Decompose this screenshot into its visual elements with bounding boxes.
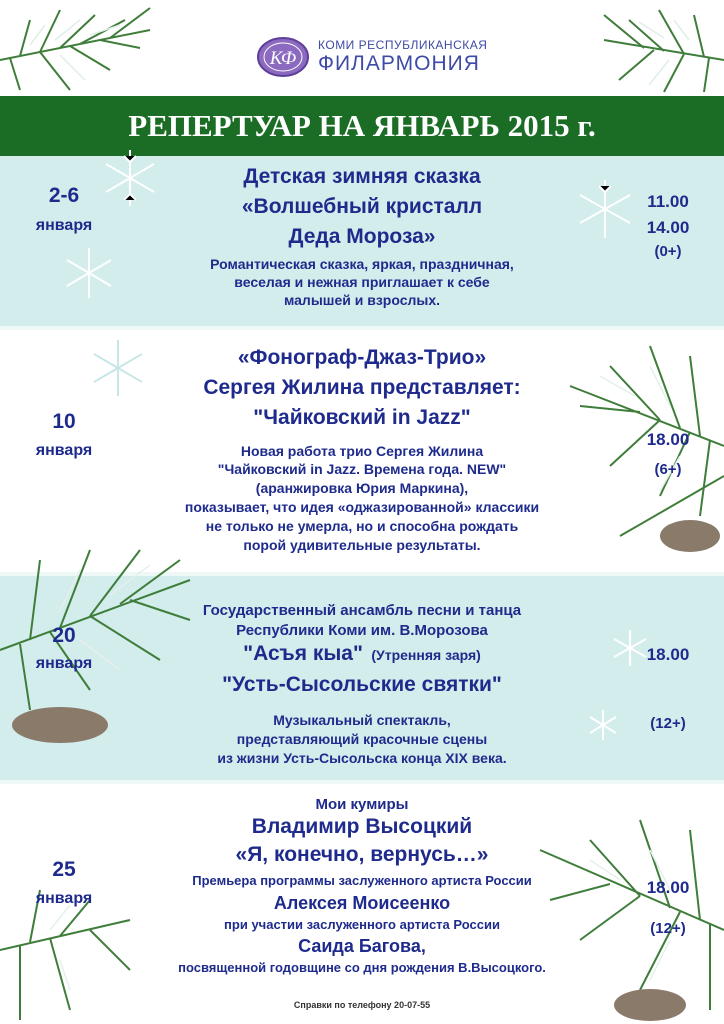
- event-name: "Асъя кыа": [243, 642, 363, 665]
- page-title: РЕПЕРТУАР НА ЯНВАРЬ 2015 г.: [128, 108, 596, 143]
- event-performer: Алексея Моисеенко: [273, 893, 451, 913]
- event-description-line: малышей и взрослых.: [283, 292, 441, 308]
- snowflake-icon: [586, 708, 620, 742]
- event-series: Мои кумиры: [315, 796, 409, 813]
- event-description-line: Новая работа трио Сергея Жилина: [240, 443, 484, 459]
- pine-branch-left: [0, 520, 200, 750]
- event-title-line: Государственный ансамбль песни и танца: [202, 602, 522, 619]
- event-time: 18.00: [646, 430, 690, 449]
- event-title-line: Деда Мороза»: [288, 225, 436, 248]
- snowflake-icon: [610, 628, 650, 668]
- event-description-line: не только не умерла, но и способна рождать: [205, 518, 519, 534]
- event-date: 25: [52, 858, 76, 881]
- header: [0, 0, 724, 96]
- event-title-line: Республики Коми им. В.Морозова: [236, 622, 488, 639]
- age-rating: (12+): [650, 715, 686, 732]
- age-rating: (0+): [654, 243, 682, 260]
- logo-letters: КФ: [269, 48, 297, 69]
- snowflake-icon: [100, 148, 160, 208]
- org-name-line2: ФИЛАРМОНИЯ: [318, 52, 480, 75]
- snowflake-icon: [574, 178, 636, 240]
- event-name-row: [243, 642, 481, 666]
- philharmonic-logo: [256, 36, 310, 78]
- pine-branch-bottom-right: [520, 790, 724, 1024]
- org-name-line1: КОМИ РЕСПУБЛИКАНСКАЯ: [318, 38, 488, 52]
- age-rating: (12+): [650, 920, 686, 937]
- snowflake-icon: [88, 338, 148, 398]
- pine-cone-icon: [12, 707, 108, 743]
- event-title-line: Детская зимняя сказка: [243, 165, 481, 188]
- event-description-line: из жизни Усть-Сысольска конца XIX века.: [217, 750, 507, 766]
- event-name-note: (Утренняя заря): [371, 647, 481, 663]
- event-time: 14.00: [646, 218, 690, 237]
- event-time: 18.00: [646, 645, 690, 664]
- event-credit-line: Премьера программы заслуженного артиста России: [192, 873, 532, 888]
- pine-branch-top-right: [594, 0, 724, 96]
- event-description-line: представляющий красочные сцены: [236, 731, 488, 747]
- event-month: января: [35, 655, 93, 672]
- event-month: января: [35, 442, 93, 459]
- event-date: 10: [52, 410, 76, 433]
- pine-branch-top-left: [0, 0, 170, 96]
- pine-branch-right-upper: [540, 326, 724, 556]
- event-credit-line: при участии заслуженного артиста России: [224, 917, 500, 932]
- title-bar: [0, 96, 724, 156]
- event-description-line: показывает, что идея «оджазированной» классики: [184, 499, 540, 515]
- event-title-line: Сергея Жилина представляет:: [203, 376, 521, 399]
- event-time: 11.00: [647, 192, 689, 211]
- event-description-line: Романтическая сказка, яркая, праздничная,: [210, 256, 514, 272]
- footer-phone: Справки по телефону 20-07-55: [293, 1000, 431, 1010]
- event-title-line: «Фонограф-Джаз-Трио»: [237, 346, 487, 369]
- event-description-line: (аранжировка Юрия Маркина),: [255, 480, 469, 496]
- event-credit-line: посвященной годовщине со дня рождения В.Высоцкого.: [178, 960, 546, 975]
- age-rating: (6+): [654, 461, 682, 478]
- pine-cone-icon: [660, 520, 720, 552]
- event-month: января: [35, 890, 93, 907]
- event-title-line: «Я, конечно, вернусь…»: [235, 843, 489, 866]
- event-title-line: Владимир Высоцкий: [251, 815, 473, 838]
- event-description-line: "Чайковский in Jazz. Времена года. NEW": [217, 461, 507, 477]
- event-month: января: [35, 217, 93, 234]
- event-date: 2-6: [48, 184, 80, 207]
- event-subtitle: "Усть-Сысольские святки": [222, 673, 502, 696]
- event-description-line: Музыкальный спектакль,: [273, 712, 451, 728]
- pine-cone-icon: [614, 989, 686, 1021]
- event-title-line: «Волшебный кристалл: [241, 195, 483, 218]
- event-description-line: порой удивительные результаты.: [243, 537, 481, 553]
- event-date: 20: [52, 624, 76, 647]
- event-time: 18.00: [646, 878, 690, 897]
- event-performer: Саида Багова,: [298, 936, 426, 956]
- event-title-line: "Чайковский in Jazz": [253, 406, 471, 429]
- snowflake-icon: [62, 246, 116, 300]
- event-description-line: веселая и нежная приглашает к себе: [234, 274, 490, 290]
